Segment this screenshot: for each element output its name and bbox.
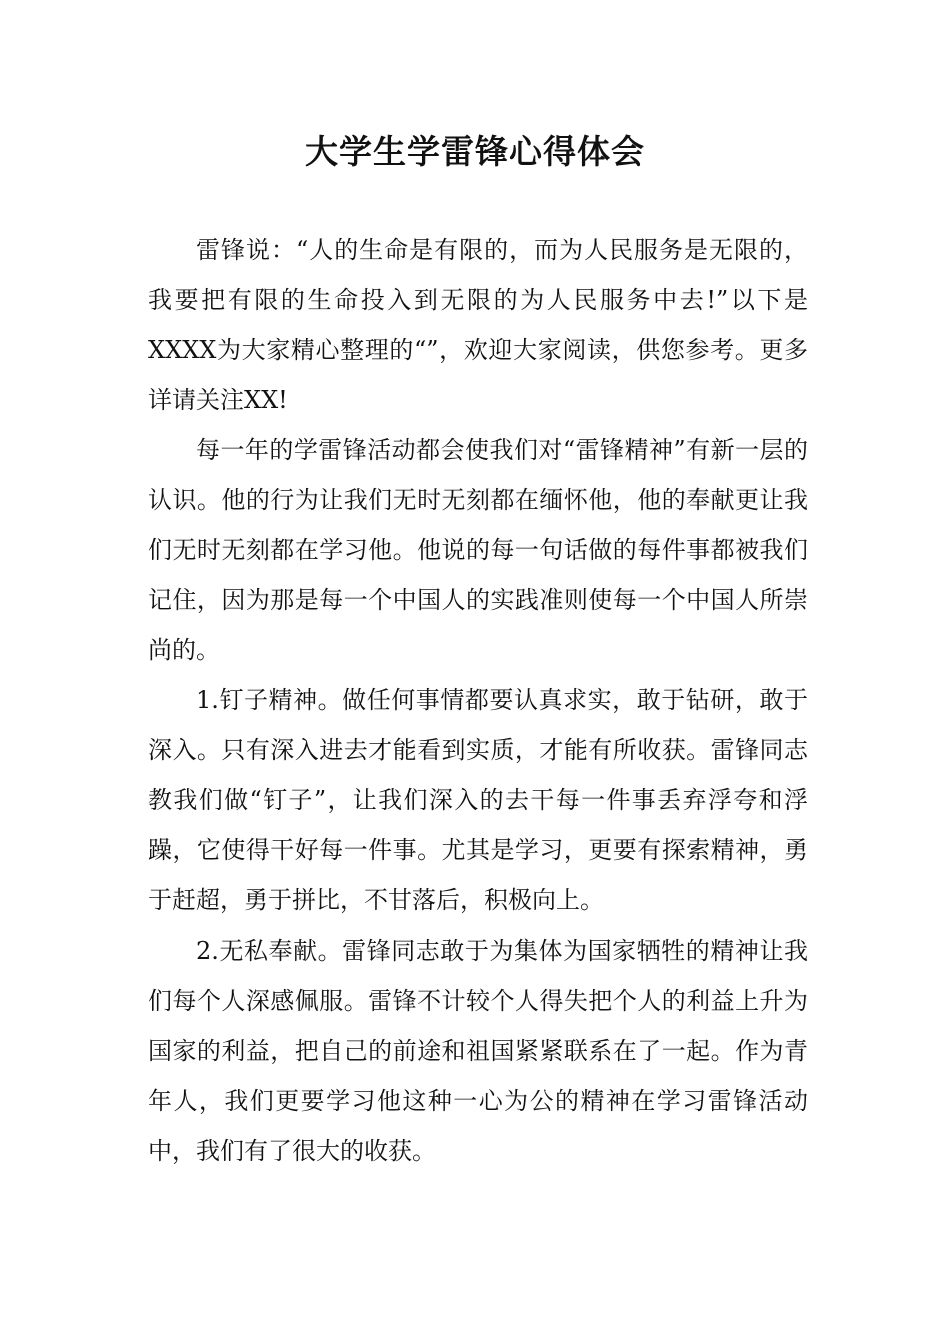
document-title: 大学生学雷锋心得体会 [305, 132, 645, 171]
paragraph-annual-activity: 每一年的学雷锋活动都会使我们对“雷锋精神”有新一层的认识。他的行为让我们无时无刻都在缅怀他，他的奉献更让我们无时无刻都在学习他。他说的每一句话做的每件事都被我们记住，因为那是每一个中国人的实践准则使每一个中国人所崇尚的。 [148, 436, 808, 664]
paragraph-intro: 雷锋说：“人的生命是有限的，而为人民服务是无限的，我要把有限的生命投入到无限的为人民服务中去!”以下是XXXX为大家精心整理的“”，欢迎大家阅读，供您参考。更多详请关注XX! [148, 236, 808, 414]
document-body [148, 225, 808, 1176]
paragraph-nail-spirit: 1.钉子精神。做任何事情都要认真求实，敢于钻研，敢于深入。只有深入进去才能看到实质，才能有所收获。雷锋同志教我们做“钉子”，让我们深入的去干每一件事丢弃浮夸和浮躁，它使得干好每一件事。尤其是学习，更要有探索精神，勇于赶超，勇于拼比，不甘落后，积极向上。 [148, 686, 808, 914]
paragraph-selfless-dedication: 2.无私奉献。雷锋同志敢于为集体为国家牺牲的精神让我们每个人深感佩服。雷锋不计较个人得失把个人的利益上升为国家的利益，把自己的前途和祖国紧紧联系在了一起。作为青年人，我们更要学习他这种一心为公的精神在学习雷锋活动中，我们有了很大的收获。 [148, 937, 808, 1165]
